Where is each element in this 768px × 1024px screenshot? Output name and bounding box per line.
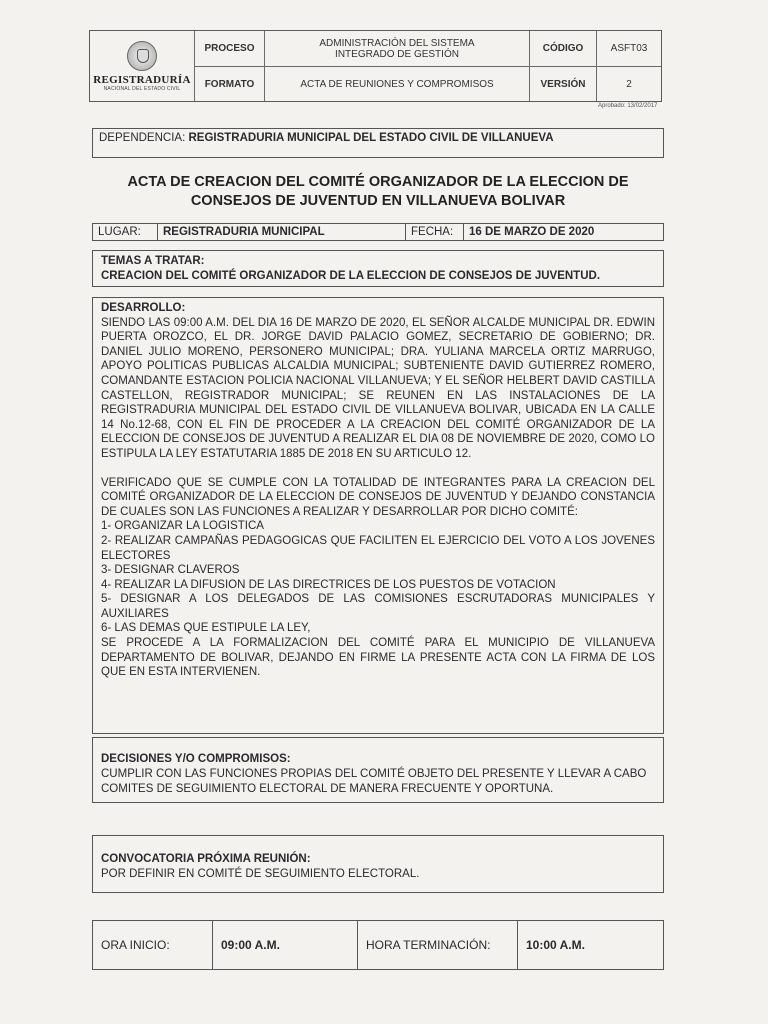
convocatoria-box [92,835,664,893]
title-line-2: CONSEJOS DE JUVENTUD EN VILLANUEVA BOLIVAR [190,193,566,209]
proceso-label: PROCESO [195,31,265,67]
version-value: 2 [626,78,632,90]
codigo-value: ASFT03 [597,31,661,67]
convocatoria-value: POR DEFINIR EN COMITÉ DE SEGUIMIENTO ELECTORAL. [101,868,420,880]
convocatoria-label: CONVOCATORIA PRÓXIMA REUNIÓN: [101,853,311,865]
desarrollo-box [92,297,664,734]
dependencia-box [92,128,664,158]
desarrollo-paragraph-3: SE PROCEDE A LA FORMALIZACION DEL COMITÉ PARA EL MUNICIPIO DE VILLANUEVA DEPARTAMENTO DE BOLIVAR, DEJANDO EN FIRME LA PRESENTE ACTA CON LA FIRMA DE LOS QUE EN ESTA INTERVIENEN. [101,637,655,679]
formato-label: FORMATO [195,67,265,101]
hora-terminacion-label: HORA TERMINACIÓN: [358,921,518,969]
list-item: 6- LAS DEMAS QUE ESTIPULE LA LEY, [101,622,311,635]
version-label: VERSIÓN [530,67,597,101]
logo-subtitle: NACIONAL DEL ESTADO CIVIL [103,85,181,92]
desarrollo-paragraph-2: VERIFICADO QUE SE CUMPLE CON LA TOTALIDAD DE INTEGRANTES PARA LA CREACION DEL COMITÉ ORGANIZADOR DE LA ELECCION DE CONSEJOS DE JUVENTUD Y DEJANDO CONSTANCIA DE CUALES SON LAS FUNCIONES A REALIZAR Y DESARROLLAR POR DICHO COMITÉ: [101,476,655,518]
decisiones-label: DECISIONES Y/O COMPROMISOS: [101,753,291,765]
temas-box [92,250,664,287]
logo-cell [90,31,195,101]
hora-terminacion-value: 10:00 A.M. [526,938,585,952]
hora-inicio-value: 09:00 A.M. [213,921,358,969]
seal-icon [127,41,157,71]
codigo-label: CÓDIGO [530,31,597,67]
formato-value: ACTA DE REUNIONES Y COMPROMISOS [265,67,530,101]
proceso-value: ADMINISTRACIÓN DEL SISTEMA INTEGRADO DE GESTIÓN [265,31,530,67]
list-item: 1- ORGANIZAR LA LOGISTICA [101,520,264,533]
hora-inicio-label: ORA INICIO: [93,921,213,969]
document-title [92,173,664,211]
lugar-value: REGISTRADURIA MUNICIPAL [158,224,406,240]
logo-brand: REGISTRADURÍA [93,73,191,86]
horas-row [92,920,664,970]
lugar-label: LUGAR: [93,224,158,240]
decisiones-box [92,737,664,803]
temas-value: CREACION DEL COMITÉ ORGANIZADOR DE LA ELECCION DE CONSEJOS DE JUVENTUD. [101,270,601,282]
list-item: 2- REALIZAR CAMPAÑAS PEDAGOGICAS QUE FACILITEN EL EJERCICIO DEL VOTO A LOS JOVENES ELECTORES [101,534,655,562]
list-item: 4- REALIZAR LA DIFUSION DE LAS DIRECTRICES DE LOS PUESTOS DE VOTACION [101,578,556,591]
title-line-1: ACTA DE CREACION DEL COMITÉ ORGANIZADOR DE LA ELECCION DE [127,174,629,190]
approval-date: Aprobado: 13/02/2017 [598,103,658,109]
fecha-label: FECHA: [406,224,464,240]
temas-label: TEMAS A TRATAR: [101,255,205,267]
list-item: 5- DESIGNAR A LOS DELEGADOS DE LAS COMISIONES ESCRUTADORAS MUNICIPALES Y AUXILIARES [101,593,655,620]
desarrollo-paragraph-1: SIENDO LAS 09:00 A.M. DEL DIA 16 DE MARZO DE 2020, EL SEÑOR ALCALDE MUNICIPAL DR. EDWIN PUERTA OROZCO, EL DR. JORGE DAVID PALACIO GOMEZ, SECRETARIO DE GOBIERNO; DR. DANIEL JULIO MORENO, PERSONERO MUNICIPAL; DRA. YULIANA MARCELA ORTIZ MARRUGO, APOYO POLITICAS PUBLICAS ALCALDIA MUNICIPAL; SUBTENIENTE DAVID GUTIERREZ ROMERO, COMANDANTE ESTACION POLICIA NACIONAL VILLANUEVA; Y EL SEÑOR HELBERT DAVID CASTILLA CASTELLON, REGISTRADOR MUNICIPAL; SE REUNEN EN LAS INSTALACIONES DE LA REGISTRADURIA MUNICIPAL DEL ESTADO CIVIL DE VILLANUEVA BOLIVAR, UBICADA EN LA CALLE 14 No.12-68, CON EL FIN DE PROCEDER A LA CREACION DEL COMITÉ ORGANIZADOR DE LA ELECCION DE CONSEJOS DE JUVENTUD A REALIZAR EL DIA 08 DE NOVIEMBRE DE 2020, COMO LO ESTIPULA LA LEY ESTATUTARIA 1885 DE 2018 EN SU ARTICULO 12. [101,316,655,460]
list-item: 3- DESIGNAR CLAVEROS [101,564,240,577]
dependencia-label: DEPENDENCIA: [99,132,186,144]
decisiones-value: CUMPLIR CON LAS FUNCIONES PROPIAS DEL COMITÉ OBJETO DEL PRESENTE Y LLEVAR A CABO COMITES DE SEGUIMIENTO ELECTORAL DE MANERA FRECUENTE Y OPORTUNA. [101,768,647,795]
dependencia-value: REGISTRADURIA MUNICIPAL DEL ESTADO CIVIL DE VILLANUEVA [188,132,554,144]
fecha-value: 16 DE MARZO DE 2020 [469,226,595,238]
document-header-table [89,30,662,102]
desarrollo-label: DESARROLLO: [101,302,186,314]
lugar-fecha-row [92,223,664,241]
